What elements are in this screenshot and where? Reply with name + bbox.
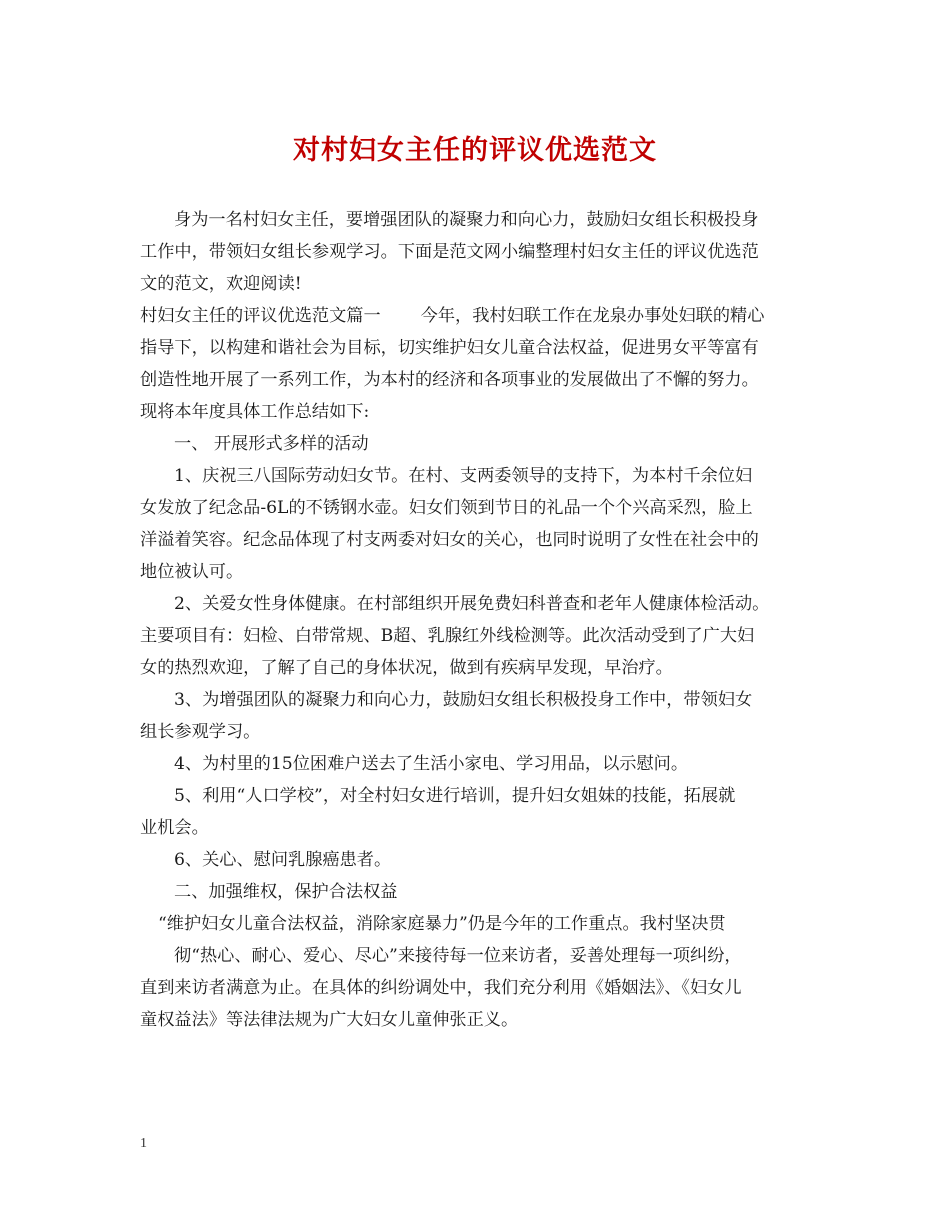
text-line: 6、关心、慰问乳腺癌患者。 bbox=[174, 850, 392, 870]
text-line: 地位被认可。 bbox=[140, 562, 244, 582]
text-line: “维护妇女儿童合法权益，消除家庭暴力”仍是今年的工作重点。我村坚决贯 bbox=[158, 914, 726, 934]
text-line: 1、庆祝三八国际劳动妇女节。在村、支两委领导的支持下，为本村千余位妇 bbox=[174, 466, 753, 486]
text-line: 直到来访者满意为止。在具体的纠纷调处中，我们充分利用《婚姻法》、《妇女儿 bbox=[140, 978, 742, 998]
text-line: 指导下，以构建和谐社会为目标，切实维护妇女儿童合法权益，促进男女平等富有 bbox=[140, 338, 759, 358]
text-line: 主要项目有：妇检、白带常规、B超、乳腺红外线检测等。此次活动受到了广大妇 bbox=[140, 626, 755, 646]
text-line: 工作中，带领妇女组长参观学习。下面是范文网小编整理村妇女主任的评议优选范 bbox=[140, 242, 759, 262]
text-line: 文的范文，欢迎阅读! bbox=[140, 274, 302, 294]
text-line: 组长参观学习。 bbox=[140, 722, 261, 742]
text-line: 5、利用“人口学校”，对全村妇女进行培训，提升妇女姐妹的技能，拓展就 bbox=[174, 786, 736, 806]
text-line: 女的热烈欢迎，了解了自己的身体状况，做到有疾病早发现，早治疗。 bbox=[140, 658, 673, 678]
text-line: 女发放了纪念品-6L的不锈钢水壶。妇女们领到节日的礼品一个个兴高采烈，脸上 bbox=[140, 498, 753, 518]
text-line: 2、关爱女性身体健康。在村部组织开展免费妇科普查和老年人健康体检活动。 bbox=[174, 594, 770, 614]
text-line: 洋溢着笑容。纪念品体现了村支两委对妇女的关心，也同时说明了女性在社会中的 bbox=[140, 530, 759, 550]
document-title: 对村妇女主任的评议优选范文 bbox=[293, 135, 657, 166]
section-heading: 一、 开展形式多样的活动 bbox=[174, 434, 369, 454]
text-line: 3、为增强团队的凝聚力和向心力，鼓励妇女组长积极投身工作中，带领妇女 bbox=[174, 690, 753, 710]
text-line: 童权益法》等法律法规为广大妇女儿童伸张正义。 bbox=[140, 1010, 519, 1030]
document-body bbox=[140, 204, 820, 1036]
section-heading: 二、加强维权，保护合法权益 bbox=[174, 882, 398, 902]
section-heading: 村妇女主任的评议优选范文篇一 bbox=[140, 306, 381, 326]
text-line: 现将本年度具体工作总结如下: bbox=[140, 402, 370, 422]
text-line: 身为一名村妇女主任，要增强团队的凝聚力和向心力，鼓励妇女组长积极投身 bbox=[174, 210, 759, 230]
text-line: 4、为村里的15位困难户送去了生活小家电、学习用品，以示慰问。 bbox=[174, 754, 689, 774]
text-fragment: 今年，我村妇联工作在龙泉办事处妇联的精心 bbox=[420, 306, 765, 326]
text-line bbox=[140, 300, 820, 332]
page-number: 1 bbox=[140, 1136, 147, 1151]
text-line: 业机会。 bbox=[140, 818, 209, 838]
text-line: 创造性地开展了一系列工作，为本村的经济和各项事业的发展做出了不懈的努力。 bbox=[140, 370, 759, 390]
text-line: 彻“热心、耐心、爱心、尽心”来接待每一位来访者，妥善处理每一项纠纷， bbox=[174, 946, 742, 966]
